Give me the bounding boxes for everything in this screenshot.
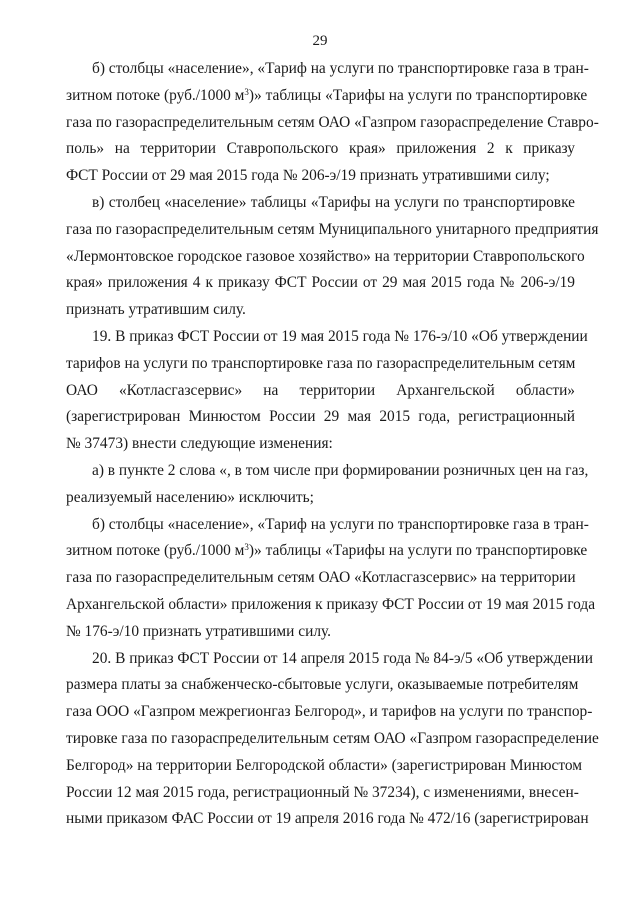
- text-line: б) столбцы «население», «Тариф на услуги по транспортировке газа в тран-: [92, 516, 589, 533]
- text-line: № 176-э/10 признать утратившими силу.: [66, 623, 331, 640]
- superscript: 3: [244, 542, 249, 552]
- text-line: 19. В приказ ФСТ России от 19 мая 2015 года № 176-э/10 «Об утверждении: [92, 328, 588, 345]
- text-line: газа по газораспределительным сетям ОАО «Газпром газораспределение Ставро-: [66, 114, 599, 131]
- superscript: 3: [244, 87, 249, 97]
- text-line: б) столбцы «население», «Тариф на услуги по транспортировке газа в тран-: [92, 60, 589, 77]
- text-line: а) в пункте 2 слова «, в том числе при формировании розничных цен на газ,: [92, 462, 589, 479]
- text-line: России 12 мая 2015 года, регистрационный № 37234), с изменениями, внесен-: [66, 784, 579, 801]
- page-number: 29: [312, 33, 328, 49]
- text-line: зитном потоке (руб./1000 $м^3$)» таблицы «Тарифы на услуги по транспортировке: [66, 542, 588, 559]
- text-line: поль» на территории Ставропольского края» приложения 2 к приказу: [66, 140, 575, 157]
- text-line: (зарегистрирован Минюстом России 29 мая 2015 года, регистрационный: [66, 408, 575, 425]
- text-line: газа по газораспределительным сетям Муниципального унитарного предприятия: [66, 221, 599, 238]
- text-line: признать утратившим силу.: [66, 301, 246, 318]
- text-line: размера платы за снабженческо-сбытовые услуги, оказываемые потребителям: [66, 676, 579, 693]
- text-line: Архангельской области» приложения к приказу ФСТ России от 19 мая 2015 года: [66, 596, 596, 613]
- text-line: тировке газа по газораспределительным сетям ОАО «Газпром газораспределение: [66, 730, 599, 747]
- text-line: ными приказом ФАС России от 19 апреля 2016 года № 472/16 (зарегистрирован: [66, 810, 589, 827]
- text-line: ОАО «Котласгазсервис» на территории Архангельской области»: [66, 382, 575, 399]
- text-line: края» приложения 4 к приказу ФСТ России от 29 мая 2015 года № 206-э/19: [66, 274, 575, 291]
- text-line: Белгород» на территории Белгородской области» (зарегистрирован Минюстом: [66, 757, 582, 774]
- text-line: газа ООО «Газпром межрегионгаз Белгород», и тарифов на услуги по транспор-: [66, 703, 593, 720]
- text-line: 20. В приказ ФСТ России от 14 апреля 2015 года № 84-э/5 «Об утверждении: [92, 650, 593, 667]
- text-line: тарифов на услуги по транспортировке газа по газораспределительным сетям: [66, 355, 576, 372]
- text-line: № 37473) внести следующие изменения:: [66, 435, 333, 452]
- text-line: в) столбец «население» таблицы «Тарифы на услуги по транспортировке: [92, 194, 575, 211]
- text-line: зитном потоке (руб./1000 $м^3$)» таблицы «Тарифы на услуги по транспортировке: [66, 87, 588, 104]
- text-line: ФСТ России от 29 мая 2015 года № 206-э/19 признать утратившими силу;: [66, 167, 550, 184]
- text-line: газа по газораспределительным сетям ОАО «Котласгазсервис» на территории: [66, 569, 576, 586]
- text-line: «Лермонтовское городское газовое хозяйство» на территории Ставропольского: [66, 248, 585, 265]
- text-line: реализуемый населению» исключить;: [66, 489, 314, 506]
